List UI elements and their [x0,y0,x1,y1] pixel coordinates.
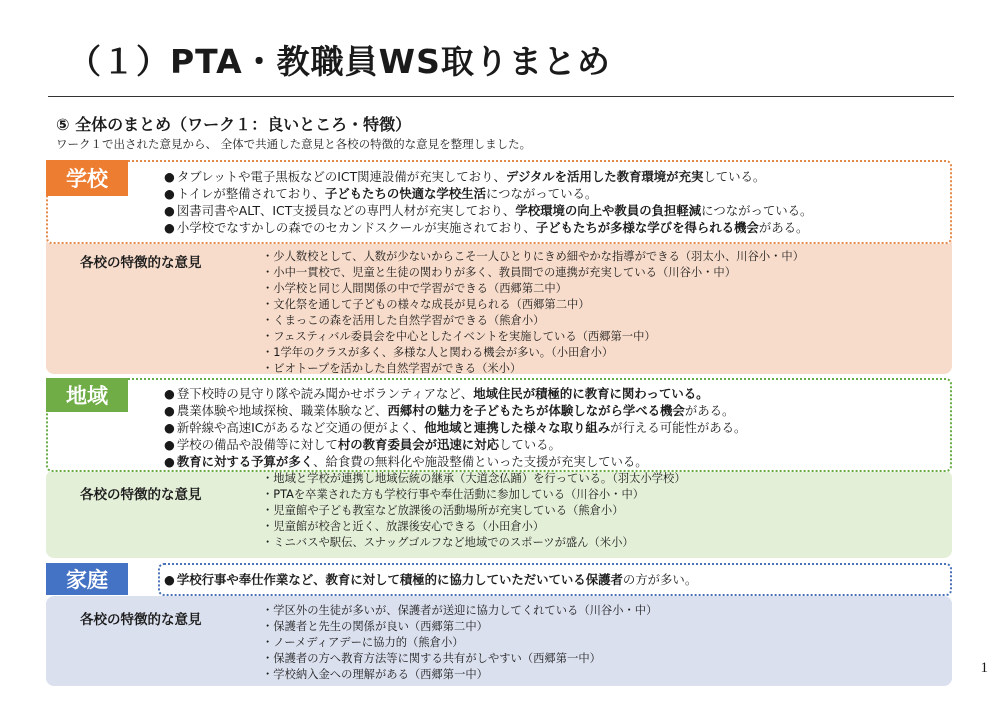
region-tag: 地域 [46,378,128,412]
common-bullet-item [164,385,746,402]
opinion-item: ・小学校と同じ人間関係の中で学習ができる（西郷第二中） [262,282,568,295]
common-bullet-item [164,571,697,588]
home-opinions-list [262,603,657,683]
bullet-text: がある。 [758,220,809,235]
school-opinions-list [262,249,804,377]
region-opinions-list [262,471,686,551]
page-title: （１）PTA・教職員WS取りまとめ [68,42,611,81]
bullet-text: がある。 [684,403,735,418]
common-bullet-item [164,402,746,419]
bullet-emphasis: 子どもたちの快適な学校生活 [324,186,486,201]
bullet-text: 小学校でなすかしの森でのセカンドスクールが実施されており、 [176,220,536,235]
bullet-emphasis: 地域住民が積極的に教育に関わっている。 [473,386,709,401]
title-divider [48,96,954,97]
home-common-bullets [164,571,697,588]
opinion-item: ・1学年のクラスが多く、多様な人と関わる機会が多い。（小田倉小） [262,346,614,359]
school-opinions-label: 各校の特徴的な意見 [80,255,202,271]
common-bullet-item [164,219,812,236]
bullet-text: につながっている。 [485,186,598,201]
common-bullet-item [164,453,746,470]
home-opinions-label: 各校の特徴的な意見 [80,612,202,628]
page-number: 1 [980,660,988,676]
bullet-emphasis: 他地域と連携した様々な取り組み [424,420,611,435]
intro-text: ワーク１で出された意見から、 全体で共通した意見と各校の特徴的な意見を整理しました。 [56,137,532,151]
bullet-text: している。 [498,437,561,452]
bullet-text: している。 [703,169,766,184]
opinion-item: ・児童館や子ども教室など放課後の活動場所が充実している（熊倉小） [262,504,624,517]
home-tag: 家庭 [46,563,128,595]
bullet-emphasis: 西郷村の魅力を子どもたちが体験しながら学べる機会 [387,403,685,418]
opinion-item: ・文化祭を通して子どもの様々な成長が見られる（西郷第二中） [262,298,590,311]
bullet-emphasis: 学校環境の向上や教員の負担軽減 [515,203,702,218]
school-tag: 学校 [46,160,128,196]
bullet-text: 学校の備品や設備等に対して [176,437,338,452]
opinion-item: ・ビオトープを活かした自然学習ができる（米小） [262,362,522,375]
bullet-text: トイレが整備されており、 [176,186,325,201]
opinion-item: ・児童館が校舎と近く、放課後安心できる（小田倉小） [262,520,545,533]
bullet-text: 登下校時の見守り隊や読み聞かせボランティアなど、 [176,386,474,401]
common-bullet-item [164,168,812,185]
opinion-item: ・少人数校として、人数が少ないからこそ一人ひとりにきめ細やかな指導ができる（羽太小、川谷小・中） [262,250,805,263]
opinion-item: ・ミニバスや駅伝、スナッグゴルフなど地域でのスポーツが盛ん（米小） [262,536,634,549]
bullet-text: 農業体験や地域探検、職業体験など、 [176,403,388,418]
bullet-emphasis: デジタルを活用した教育環境が充実 [505,169,704,184]
section-subtitle: ⑤ 全体のまとめ（ワーク１：良いところ・特徴） [56,115,412,134]
bullet-text: タブレットや電子黒板などのICT関連設備が充実しており、 [176,169,506,184]
school-common-bullets [164,168,812,236]
opinion-item: ・保護者の方へ教育方法等に関する共有がしやすい（西郷第一中） [262,652,601,665]
bullet-emphasis: 教育に対する予算が多く [176,454,314,469]
bullet-text: 新幹線や高速ICがあるなど交通の便がよく、 [176,420,425,435]
common-bullet-item [164,436,746,453]
opinion-item: ・学校納入金への理解がある（西郷第一中） [262,668,488,681]
common-bullet-item [164,419,746,436]
common-bullet-item [164,202,812,219]
bullet-emphasis: 子どもたちが多様な学びを得られる機会 [535,220,759,235]
bullet-text: 、給食費の無料化や施設整備といった支援が充実している。 [313,454,648,469]
opinion-item: ・くまっこの森を活用した自然学習ができる（熊倉小） [262,314,545,327]
opinion-item: ・学区外の生徒が多いが、保護者が送迎に協力してくれている（川谷小・中） [262,604,658,617]
bullet-text: が行える可能性がある。 [610,420,747,435]
bullet-emphasis: 村の教育委員会が迅速に対応 [337,437,499,452]
region-opinions-label: 各校の特徴的な意見 [80,487,202,503]
bullet-text: につながっている。 [701,203,813,218]
opinion-item: ・フェスティバル委員会を中心としたイベントを実施している（西郷第一中） [262,330,656,343]
opinion-item: ・保護者と先生の関係が良い（西郷第二中） [262,620,488,633]
opinion-item: ・ノーメディアデーに協力的（熊倉小） [262,636,464,649]
opinion-item: ・地域と学校が連携し地域伝統の継承（大道念仏踊）を行っている。（羽太小学校） [262,472,686,485]
bullet-emphasis: 学校行事や奉仕作業など、教育に対して積極的に協力していただいている保護者 [176,572,623,587]
bullet-text: 図書司書やALT、ICT支援員などの専門人材が充実しており、 [176,203,516,218]
common-bullet-item [164,185,812,202]
bullet-text: の方が多い。 [622,572,698,587]
opinion-item: ・小中一貫校で、児童と生徒の関わりが多く、教員間での連携が充実している（川谷小・中） [262,266,737,279]
region-common-bullets [164,385,746,470]
opinion-item: ・PTAを卒業された方も学校行事や奉仕活動に参加している（川谷小・中） [262,488,645,501]
